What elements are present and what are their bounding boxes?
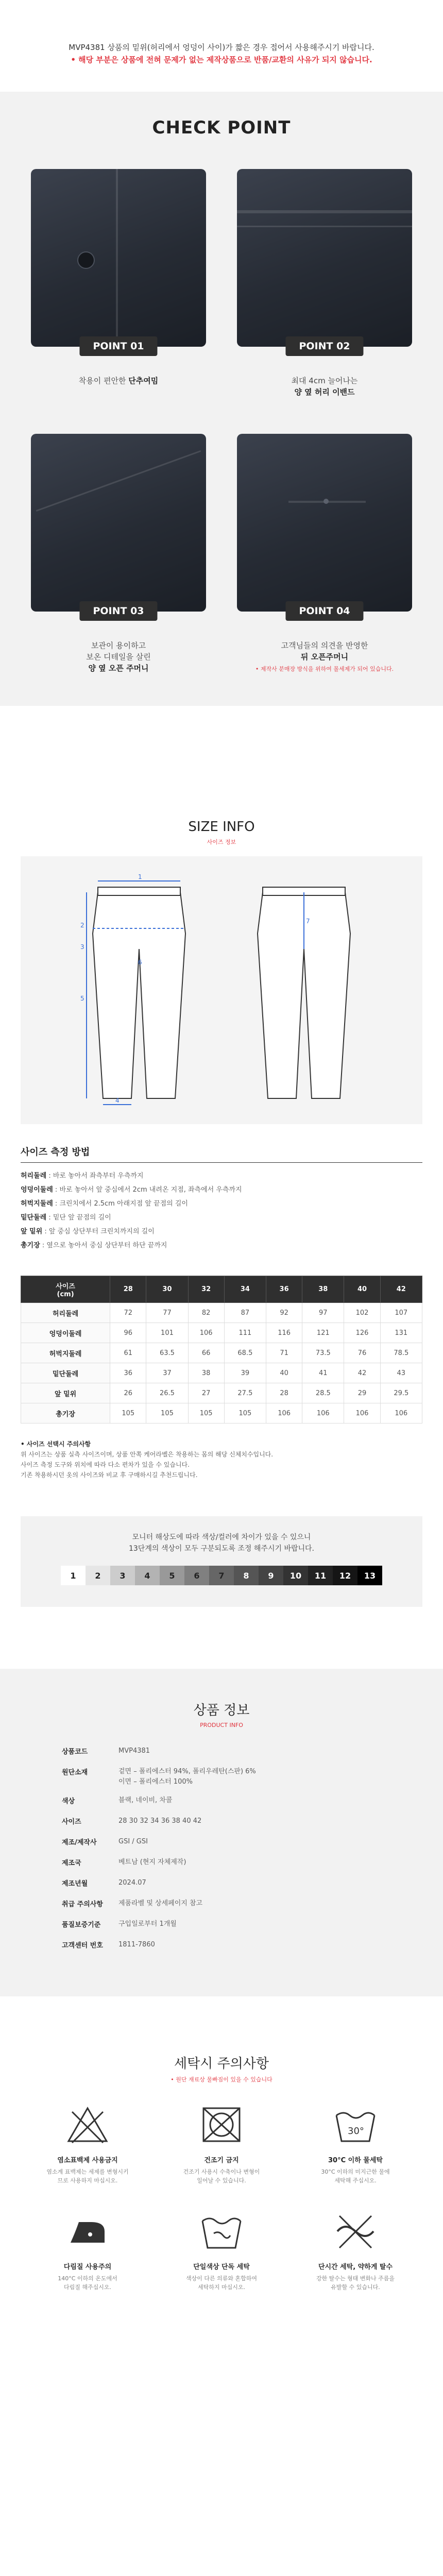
size-table-header: 32 (188, 1276, 224, 1303)
wash-item-desc: 30°C 이하의 미지근한 물에 세탁해 주십시오. (321, 2168, 390, 2184)
product-info-key: 고객센터 번호 (62, 1942, 103, 1950)
product-info-row (62, 1767, 381, 1795)
measure-section (0, 1124, 443, 1252)
no-wring-icon (330, 2211, 381, 2252)
size-table-cell: 97 (302, 1303, 344, 1323)
wash-item-desc: 염소계 표백제는 세제를 변형시키 므로 사용하지 마십시오. (46, 2168, 129, 2184)
swatch-line-1: 모니터 해상도에 따라 색상/컬러에 차이가 있을 수 있으니 (132, 1533, 311, 1541)
product-info-key: 사이즈 (62, 1818, 81, 1826)
caution-line: 위 사이즈는 상품 실측 사이즈이며, 상품 안쪽 케어라벨은 착용하는 몸의 해당 신체치수입니다. (21, 1451, 274, 1458)
size-table-cell: 106 (380, 1403, 422, 1423)
size-table-cell: 밑단둘레 (21, 1363, 110, 1383)
point-3-badge: POINT 03 (79, 601, 157, 621)
size-table-cell: 102 (344, 1303, 380, 1323)
notice-line-1: MVP4381 상품의 밑위(허리에서 엉덩이 사이)가 짧은 경우 접어서 사용해주시기 바랍니다. (69, 43, 374, 52)
size-table-cell: 121 (302, 1323, 344, 1343)
size-table-header: 사이즈 (cm) (21, 1276, 110, 1303)
size-table-cell: 41 (302, 1363, 344, 1383)
caution-line: 기존 착용하시던 옷의 사이즈와 비교 후 구매하시길 추천드립니다. (21, 1471, 198, 1479)
monitor-swatch-box (21, 1516, 422, 1607)
size-table-cell: 131 (380, 1323, 422, 1343)
swatch-step: 2 (86, 1566, 110, 1585)
size-table (21, 1276, 422, 1423)
point-1-caption: 착용이 편안한 단추여밈 (78, 376, 159, 385)
size-table-cell: 105 (188, 1403, 224, 1423)
size-table-cell: 총기장 (21, 1403, 110, 1423)
product-info-row (62, 1878, 381, 1899)
size-caution (0, 1423, 443, 1480)
product-info-row (62, 1857, 381, 1878)
product-info-row (62, 1940, 381, 1960)
product-info-row (62, 1816, 381, 1837)
swatch-step: 10 (283, 1566, 308, 1585)
swatch-step: 9 (259, 1566, 283, 1585)
size-table-cell: 28 (266, 1383, 302, 1403)
product-info-row (62, 1795, 381, 1816)
wash-item-title: 30°C 이하 물세탁 (328, 2157, 383, 2164)
point-card-2 (237, 169, 412, 398)
product-info-value: 베트남 (현지 자체제작) (118, 1858, 186, 1866)
size-table-cell: 28.5 (302, 1383, 344, 1403)
size-table-cell: 63.5 (146, 1343, 188, 1363)
size-table-cell: 106 (188, 1323, 224, 1343)
wash-item-title: 다림질 사용주의 (63, 2263, 112, 2271)
wash-item-desc: 140°C 이하의 온도에서 다림질 해주십시오. (58, 2275, 117, 2291)
size-table-cell: 엉덩이둘레 (21, 1323, 110, 1343)
swatch-line-2: 13단계의 색상이 모두 구분되도록 조정 해주시기 바랍니다. (128, 1545, 315, 1553)
wash-item-title: 건조기 금지 (204, 2157, 239, 2164)
product-info-value: MVP4381 (118, 1747, 150, 1755)
product-info-value: 28 30 32 34 36 38 40 42 (118, 1817, 202, 1825)
measure-item: 허벅지둘레 : 크린치에서 2.5cm 아래지점 앞 끝점의 길이 (21, 1200, 188, 1208)
size-table-header: 40 (344, 1276, 380, 1303)
product-info-subtitle: PRODUCT INFO (200, 1722, 243, 1728)
size-table-header: 28 (110, 1276, 146, 1303)
size-table-row (21, 1343, 422, 1363)
point-1-badge: POINT 01 (79, 336, 157, 356)
product-info-key: 취급 주의사항 (62, 1901, 103, 1908)
size-table-cell: 42 (344, 1363, 380, 1383)
wash-title: 세탁시 주의사항 (174, 2056, 269, 2072)
point-card-1 (31, 169, 206, 398)
measure-item: 밑단둘레 : 밑단 앞 끝점의 길이 (21, 1214, 111, 1222)
wash-item (170, 2211, 273, 2292)
size-table-row (21, 1323, 422, 1343)
size-table-cell: 36 (110, 1363, 146, 1383)
size-table-cell: 78.5 (380, 1343, 422, 1363)
swatch-step: 4 (135, 1566, 160, 1585)
size-table-cell: 92 (266, 1303, 302, 1323)
product-info-section (0, 1669, 443, 1996)
product-info-value: 2024.07 (118, 1879, 146, 1887)
swatch-step: 8 (234, 1566, 259, 1585)
product-info-value: 1811-7860 (118, 1941, 155, 1948)
top-notice (0, 0, 443, 66)
point-3-caption: 보관이 용이하고 보온 디테일을 살린 양 옆 오픈 주머니 (86, 641, 151, 673)
swatch-step: 5 (160, 1566, 184, 1585)
size-info-title: SIZE INFO (188, 819, 255, 835)
point-2-badge: POINT 02 (285, 336, 363, 356)
label-3: 3 (80, 943, 84, 951)
size-table-cell: 27 (188, 1383, 224, 1403)
wash-section (0, 1996, 443, 2323)
size-table-header: 30 (146, 1276, 188, 1303)
swatch-step: 6 (184, 1566, 209, 1585)
size-table-cell: 76 (344, 1343, 380, 1363)
point-3-photo (31, 434, 206, 612)
product-info-row (62, 1919, 381, 1940)
product-info-value: 블랙, 네이비, 차콜 (118, 1797, 173, 1804)
product-info-row (62, 1837, 381, 1857)
product-info-key: 상품코드 (62, 1748, 88, 1756)
product-info-value: 겉면 – 폴리에스터 94%, 폴리우레탄(스판) 6% 이면 – 폴리에스터 100% (118, 1768, 256, 1786)
size-table-cell: 96 (110, 1323, 146, 1343)
wash-item-title: 염소표백제 사용금지 (57, 2157, 118, 2164)
size-info-subtitle: 사이즈 정보 (207, 839, 236, 845)
no-tumble-dry-icon (196, 2104, 247, 2145)
back-pants-diagram (242, 872, 366, 1109)
check-point-section (0, 92, 443, 706)
size-table-cell: 73.5 (302, 1343, 344, 1363)
no-bleach-icon (62, 2104, 113, 2145)
wash-30-icon (330, 2104, 381, 2145)
product-info-title: 상품 정보 (193, 1703, 250, 1718)
size-table-cell: 105 (146, 1403, 188, 1423)
measure-item: 앞 밑위 : 앞 중심 상단부터 크린치까지의 길이 (21, 1228, 155, 1235)
size-table-row (21, 1403, 422, 1423)
size-table-header: 34 (224, 1276, 266, 1303)
point-2-photo (237, 169, 412, 347)
wash-item (36, 2211, 139, 2292)
wash-item-desc: 색상이 다른 의류와 혼합하여 세탁하지 마십시오. (185, 2275, 257, 2291)
swatch-step: 12 (333, 1566, 357, 1585)
check-point-title: CHECK POINT (152, 117, 291, 138)
size-table-cell: 40 (266, 1363, 302, 1383)
size-table-cell: 106 (266, 1403, 302, 1423)
size-table-row (21, 1303, 422, 1323)
size-table-cell: 26 (110, 1383, 146, 1403)
front-pants-diagram (77, 872, 201, 1109)
product-info-value: 구입일로부터 1개월 (118, 1920, 177, 1928)
product-info-value: GSI / GSI (118, 1838, 148, 1845)
product-info-key: 제조국 (62, 1859, 81, 1867)
size-table-cell: 126 (344, 1323, 380, 1343)
label-7: 7 (306, 918, 310, 925)
swatch-step: 3 (110, 1566, 135, 1585)
size-table-cell: 66 (188, 1343, 224, 1363)
notice-line-2: • 해당 부분은 상품에 전혀 문제가 없는 제작상품으로 반품/교환의 사유가 되지 않습니다. (71, 55, 372, 64)
size-table-header: 42 (380, 1276, 422, 1303)
label-1: 1 (138, 873, 142, 880)
product-info-key: 색상 (62, 1798, 75, 1805)
swatch-step: 13 (357, 1566, 382, 1585)
size-table-cell: 27.5 (224, 1383, 266, 1403)
size-table-cell: 101 (146, 1323, 188, 1343)
size-diagram (21, 856, 422, 1124)
measure-item: 허리둘레 : 바로 놓아서 좌측부터 우측까지 (21, 1172, 144, 1180)
measure-item: 총기장 : 옆으로 놓아서 중심 상단부터 하단 끝까지 (21, 1242, 167, 1249)
wash-item (170, 2104, 273, 2185)
size-table-cell: 107 (380, 1303, 422, 1323)
size-table-cell: 116 (266, 1323, 302, 1343)
measure-title: 사이즈 측정 방법 (21, 1145, 422, 1163)
dry-clean-icon (196, 2211, 247, 2252)
wash-item-desc: 강한 탈수는 형태 변화나 주름을 유발할 수 있습니다. (316, 2275, 395, 2291)
point-2-caption: 최대 4cm 늘어나는 양 옆 허리 이밴드 (291, 376, 358, 397)
label-5: 5 (80, 995, 84, 1002)
wash-subtitle: • 원단 재료상 물빠짐이 있을 수 있습니다 (171, 2076, 272, 2083)
wash-item-title: 단시간 세탁, 약하게 탈수 (318, 2263, 393, 2271)
point-card-4 (237, 434, 412, 675)
size-table-cell: 39 (224, 1363, 266, 1383)
product-info-key: 제조년월 (62, 1880, 88, 1888)
size-table-cell: 허리둘레 (21, 1303, 110, 1323)
label-2: 2 (80, 922, 84, 929)
size-table-cell: 105 (224, 1403, 266, 1423)
product-info-value: 제품라벨 및 상세페이지 참고 (118, 1900, 203, 1907)
point-1-photo (31, 169, 206, 347)
point-4-photo (237, 434, 412, 612)
size-table-cell: 앞 밑위 (21, 1383, 110, 1403)
wash-item (304, 2211, 407, 2292)
svg-text:30°: 30° (348, 2126, 364, 2137)
size-table-cell: 106 (302, 1403, 344, 1423)
size-table-cell: 68.5 (224, 1343, 266, 1363)
size-table-cell: 71 (266, 1343, 302, 1363)
iron-low-icon (62, 2211, 113, 2252)
product-info-row (62, 1899, 381, 1919)
size-info-section (0, 706, 443, 1124)
wash-item (36, 2104, 139, 2185)
size-table-cell: 38 (188, 1363, 224, 1383)
size-table-cell: 105 (110, 1403, 146, 1423)
size-table-cell: 29 (344, 1383, 380, 1403)
point-card-3 (31, 434, 206, 675)
wash-item (304, 2104, 407, 2185)
product-info-key: 원단소재 (62, 1769, 88, 1776)
swatch-step: 1 (61, 1566, 86, 1585)
point-4-badge: POINT 04 (285, 601, 363, 621)
size-table-cell: 26.5 (146, 1383, 188, 1403)
point-4-caption: 고객님들의 의견을 반영한 뒤 오픈주머니 • 제작사 분매장 방식을 위하여 몰세제가 되어 있습니다. (255, 641, 394, 672)
size-table-cell: 77 (146, 1303, 188, 1323)
size-table-header: 38 (302, 1276, 344, 1303)
size-table-cell: 37 (146, 1363, 188, 1383)
wash-item-title: 단일색상 단독 세탁 (193, 2263, 250, 2271)
product-info-row (62, 1746, 381, 1767)
size-table-cell: 82 (188, 1303, 224, 1323)
label-4: 4 (115, 1097, 120, 1104)
size-table-row (21, 1383, 422, 1403)
size-table-cell: 43 (380, 1363, 422, 1383)
size-table-cell: 87 (224, 1303, 266, 1323)
label-6: 6 (138, 959, 142, 966)
swatch-step: 11 (308, 1566, 333, 1585)
size-table-cell: 61 (110, 1343, 146, 1363)
swatch-strip (21, 1566, 422, 1585)
caution-line: 사이즈 측정 도구와 위치에 따라 다소 편차가 있을 수 있습니다. (21, 1461, 190, 1468)
size-table-cell: 111 (224, 1323, 266, 1343)
size-table-header: 36 (266, 1276, 302, 1303)
product-info-key: 제조/제작사 (62, 1839, 97, 1846)
product-info-key: 품질보증기준 (62, 1921, 101, 1929)
size-table-cell: 허벅지둘레 (21, 1343, 110, 1363)
size-table-cell: 106 (344, 1403, 380, 1423)
measure-item: 엉덩이둘레 : 바로 놓아서 앞 중심에서 2cm 내려온 지점, 좌측에서 우측까지 (21, 1186, 242, 1194)
wash-item-desc: 건조기 사용시 수축이나 변형이 일어날 수 있습니다. (183, 2168, 260, 2184)
caution-title: • 사이즈 선택시 주의사항 (21, 1440, 91, 1448)
size-table-cell: 29.5 (380, 1383, 422, 1403)
size-table-row (21, 1363, 422, 1383)
size-table-cell: 72 (110, 1303, 146, 1323)
swatch-step: 7 (209, 1566, 234, 1585)
